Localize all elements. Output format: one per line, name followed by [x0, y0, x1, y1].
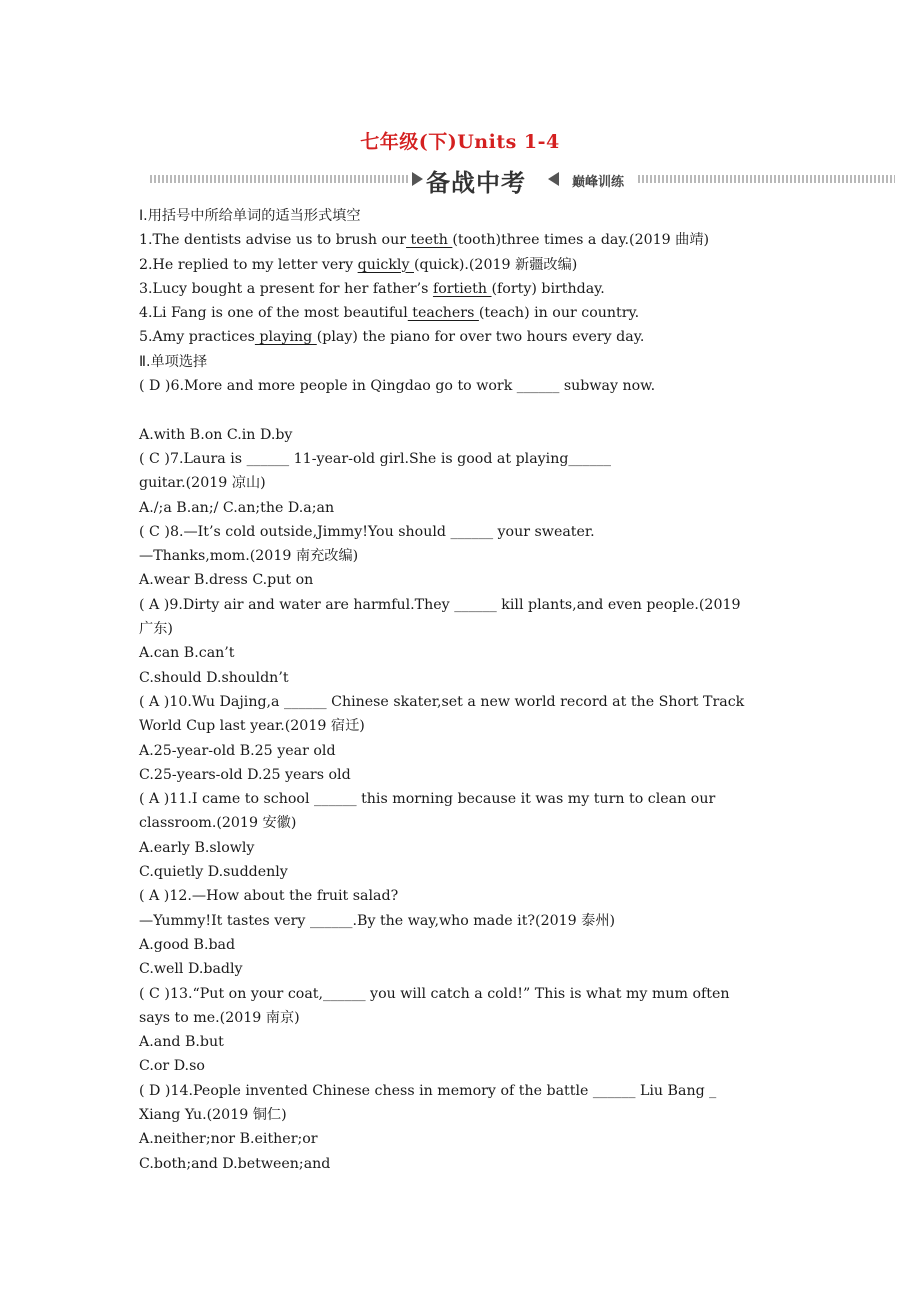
- fill-item-3: 3.Lucy bought a present for her father’s fortieth (forty) birthday.: [139, 280, 605, 297]
- question-9-options-2: C.should D.shouldn’t: [139, 669, 289, 686]
- question-14-options-2: C.both;and D.between;and: [139, 1155, 331, 1172]
- fill-item-2: 2.He replied to my letter very quickly (quick).(2019 新疆改编): [139, 256, 578, 273]
- question-12-stem-cont: —Yummy!It tastes very ______.By the way,who made it?(2019 泰州): [139, 912, 616, 929]
- arrow-left-icon: [548, 172, 559, 186]
- question-7-stem: ( C )7.Laura is ______ 11-year-old girl.She is good at playing______: [139, 450, 611, 467]
- question-11-options-1: A.early B.slowly: [139, 839, 255, 856]
- section-heading-1: Ⅰ.用括号中所给单词的适当形式填空: [139, 208, 361, 224]
- answer-1: teeth: [406, 232, 453, 249]
- question-14-stem: ( D )14.People invented Chinese chess in memory of the battle ______ Liu Bang _: [139, 1082, 717, 1099]
- question-11-stem-cont: classroom.(2019 安徽): [139, 815, 297, 832]
- banner-hatch-right: [638, 175, 895, 183]
- banner-sub-text: 巅峰训练: [572, 175, 625, 190]
- question-8-stem-cont: —Thanks,mom.(2019 南充改编): [139, 548, 359, 565]
- question-10-options-2: C.25-years-old D.25 years old: [139, 766, 351, 783]
- question-6-options: A.with B.on C.in D.by: [139, 426, 293, 443]
- question-12-stem: ( A )12.—How about the fruit salad?: [139, 888, 399, 905]
- question-9-options-1: A.can B.can’t: [139, 645, 235, 662]
- question-10-stem: ( A )10.Wu Dajing,a ______ Chinese skater,set a new world record at the Short Track: [139, 693, 745, 710]
- exam-banner: [150, 162, 895, 196]
- answer-2: quickly: [357, 256, 414, 273]
- worksheet-content: [139, 204, 829, 1176]
- question-14-options-1: A.neither;nor B.either;or: [139, 1131, 318, 1148]
- answer-3: fortieth: [432, 280, 492, 297]
- question-11-options-2: C.quietly D.suddenly: [139, 864, 288, 881]
- question-13-options-2: C.or D.so: [139, 1058, 205, 1075]
- question-13-stem: ( C )13.“Put on your coat,______ you will catch a cold!” This is what my mum often: [139, 985, 730, 1002]
- question-13-stem-cont: says to me.(2019 南京): [139, 1009, 300, 1026]
- fill-item-1: 1.The dentists advise us to brush our teeth (tooth)three times a day.(2019 曲靖): [139, 232, 710, 249]
- question-12-options-1: A.good B.bad: [139, 936, 236, 953]
- question-8-stem: ( C )8.—It’s cold outside,Jimmy!You should ______ your sweater.: [139, 523, 595, 540]
- question-8-options: A.wear B.dress C.put on: [139, 572, 314, 589]
- spacer: [139, 398, 829, 422]
- question-11-stem: ( A )11.I came to school ______ this morning because it was my turn to clean our: [139, 791, 716, 808]
- question-10-stem-cont: World Cup last year.(2019 宿迁): [139, 718, 365, 735]
- question-6-stem: ( D )6.More and more people in Qingdao go to work ______ subway now.: [139, 378, 656, 395]
- fill-item-5: 5.Amy practices playing (play) the piano for over two hours every day.: [139, 329, 645, 346]
- question-12-options-2: C.well D.badly: [139, 961, 243, 978]
- arrow-right-icon: [412, 172, 423, 186]
- question-10-options-1: A.25-year-old B.25 year old: [139, 742, 336, 759]
- section-heading-2: Ⅱ.单项选择: [139, 353, 208, 370]
- question-9-stem: ( A )9.Dirty air and water are harmful.They ______ kill plants,and even people.(2019: [139, 596, 741, 613]
- banner-hatch-left: [150, 175, 408, 183]
- question-9-stem-cont: 广东): [139, 621, 173, 638]
- question-13-options-1: A.and B.but: [139, 1034, 224, 1051]
- answer-5: playing: [254, 329, 317, 346]
- answer-4: teachers: [407, 305, 479, 322]
- fill-item-4: 4.Li Fang is one of the most beautiful teachers (teach) in our country.: [139, 305, 640, 322]
- page-title: 七年级(下)Units 1-4: [360, 131, 560, 153]
- question-7-options: A./;a B.an;/ C.an;the D.a;an: [139, 499, 335, 516]
- question-14-stem-cont: Xiang Yu.(2019 铜仁): [139, 1106, 287, 1123]
- banner-main-text: 备战中考: [426, 169, 526, 197]
- question-7-stem-cont: guitar.(2019 凉山): [139, 475, 266, 492]
